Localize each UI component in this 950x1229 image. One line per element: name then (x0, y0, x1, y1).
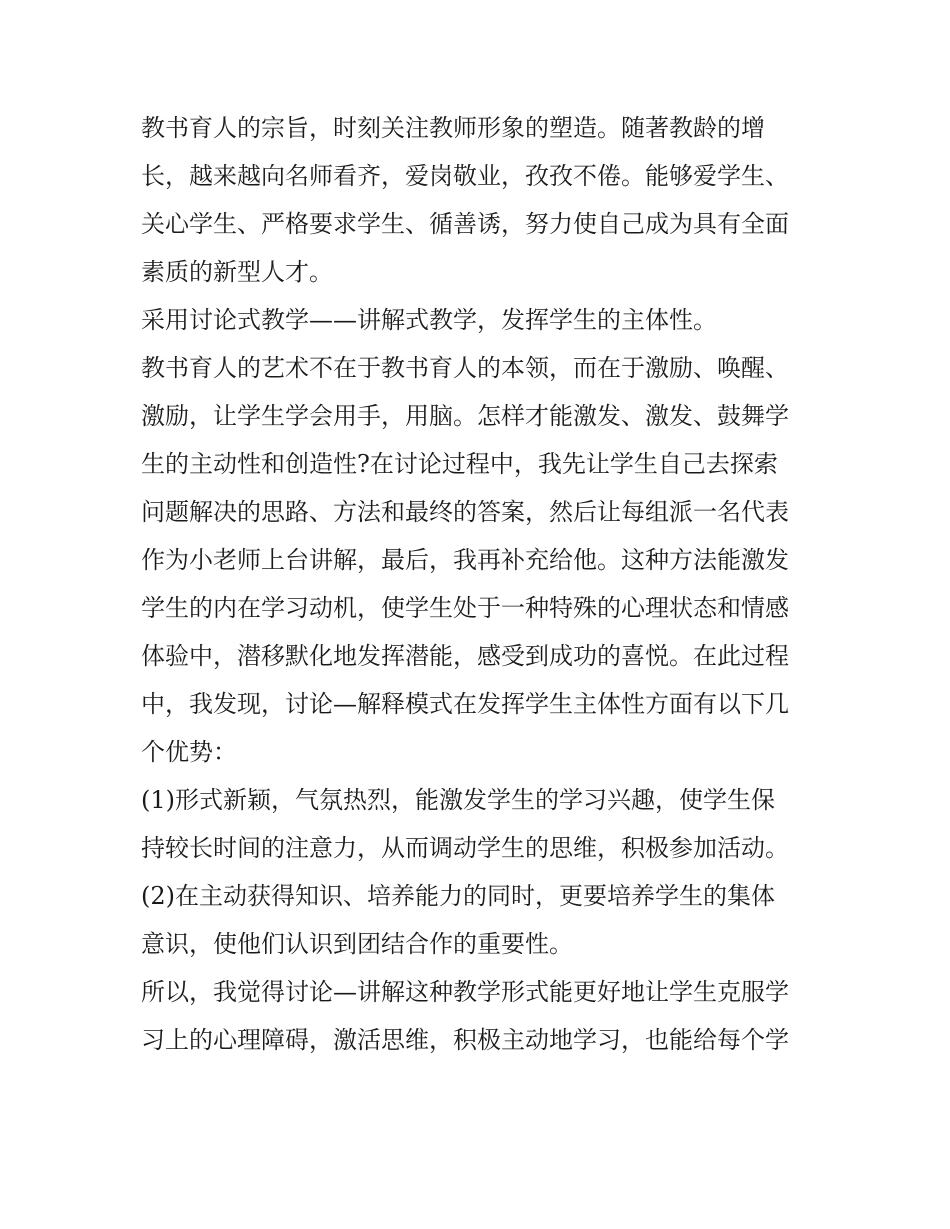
text-line: 生的主动性和创造性?在讨论过程中，我先让学生自己去探索 (141, 450, 778, 478)
text-line: 激励，让学生学会用手，用脑。怎样才能激发、激发、鼓舞学 (141, 402, 789, 430)
text-line: 体验中，潜移默化地发挥潜能，感受到成功的喜悦。在此过程 (141, 642, 789, 670)
text-line: 意识，使他们认识到团结合作的重要性。 (141, 930, 573, 958)
text-line: 作为小老师上台讲解，最后，我再补充给他。这种方法能激发 (141, 546, 789, 574)
text-line: (1)形式新颖，气氛热烈，能激发学生的学习兴趣，使学生保 (141, 786, 775, 814)
text-line: 采用讨论式教学——讲解式教学，发挥学生的主体性。 (141, 306, 717, 334)
text-line: 关心学生、严格要求学生、循善诱，努力使自己成为具有全面 (141, 210, 789, 238)
text-line: 个优势： (141, 738, 237, 766)
text-line: 习上的心理障碍，激活思维，积极主动地学习，也能给每个学 (141, 1026, 789, 1054)
text-line: 问题解决的思路、方法和最终的答案，然后让每组派一名代表 (141, 498, 789, 526)
text-line: 所以，我觉得讨论—讲解这种教学形式能更好地让学生克服学 (141, 978, 789, 1006)
text-line: 中，我发现，讨论—解释模式在发挥学生主体性方面有以下几 (141, 690, 789, 718)
text-line: 教书育人的艺术不在于教书育人的本领，而在于激励、唤醒、 (141, 354, 789, 382)
text-line: 学生的内在学习动机，使学生处于一种特殊的心理状态和情感 (141, 594, 789, 622)
text-line: 素质的新型人才。 (141, 258, 333, 286)
document-body (141, 104, 821, 1064)
text-line: 持较长时间的注意力，从而调动学生的思维，积极参加活动。 (141, 834, 789, 862)
text-line: 教书育人的宗旨，时刻关注教师形象的塑造。随著教龄的增 (141, 114, 765, 142)
text-line: (2)在主动获得知识、培养能力的同时，更要培养学生的集体 (141, 882, 775, 910)
text-line: 长，越来越向名师看齐，爱岗敬业，孜孜不倦。能够爱学生、 (141, 162, 789, 190)
